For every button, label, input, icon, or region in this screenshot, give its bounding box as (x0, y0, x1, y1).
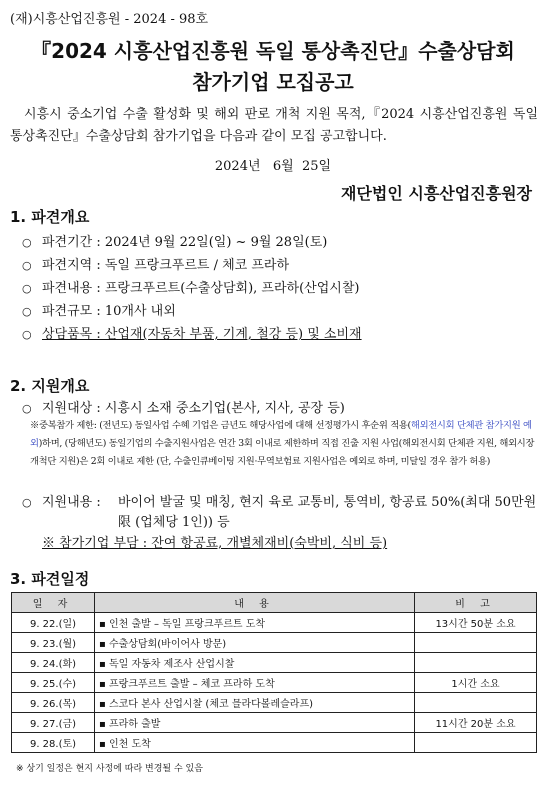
support-content: ○ 지원내용 : 바이어 발굴 및 매칭, 현지 육로 교통비, 통역비, 항공료 50%(최대 50만원 限 (업체당 1인)) 등 (22, 495, 537, 530)
document-number: (재)시흥산업진흥원 - 2024 - 98호 (10, 12, 209, 27)
circle-bullet-icon: ○ (22, 328, 32, 341)
schedule-footnote: ※ 상기 일정은 현지 사정에 따라 변경될 수 있음 (16, 764, 203, 774)
table-header-row (12, 593, 537, 613)
section2-heading: 2. 지원개요 (10, 377, 90, 395)
section3-heading: 3. 파견일정 (10, 570, 90, 588)
section1-item: ○ 파견지역 : 독일 프랑크푸르트 / 체코 프라하 (22, 258, 290, 273)
issuing-organization: 재단법인 시흥산업진흥원장 (340, 184, 532, 203)
exception-highlight: 해외전시회 단체관 참가지원 예외 (30, 420, 532, 449)
header-content: 내 용 (95, 593, 415, 613)
section1-item: ○ 상담품목 : 산업재(자동차 부품, 기계, 철강 등) 및 소비재 (22, 327, 362, 342)
table-row: 9. 25.(수) ▪ 프랑크푸르트 출발 – 체코 프라하 도착 1시간 소요 (12, 673, 537, 693)
table-row: 9. 27.(금) ▪ 프라하 출발 11시간 20분 소요 (12, 713, 537, 733)
circle-bullet-icon: ○ (22, 282, 32, 295)
circle-bullet-icon: ○ (22, 402, 32, 415)
duplicate-participation-note: ※중복참가 제한: (전년도) 동일사업 수혜 기업은 금년도 해당사업에 대해 선정평가시 후순위 적용(해외전시회 단체관 참가지원 예외)하며, (당해년도) 동일기업의 수출지원사업은 연간 3회 이내로 제한하며 직접 진출 지원 사업(해외전시회 단체관 지원, 해외시장개척단 지원)은 2회 이내로 제한 (단, 수출인큐베이팅 지원·무역보험료 지원사업은 예외로 하며, 미달일 경우 참가 허용) (30, 420, 535, 467)
table-row: 9. 23.(월) ▪ 수출상담회(바이어사 방문) (12, 633, 537, 653)
circle-bullet-icon: ○ (22, 236, 32, 249)
circle-bullet-icon: ○ (22, 496, 32, 509)
participant-burden-note: ※ 참가기업 부담 : 잔여 항공료, 개별체재비(숙박비, 식비 등) (42, 536, 388, 551)
table-row: 9. 26.(목) ▪ 스코다 본사 산업시찰 (체코 믈라다볼레슬라프) (12, 693, 537, 713)
support-target: ○ 지원대상 : 시흥시 소재 중소기업(본사, 지사, 공장 등) (22, 401, 345, 416)
announcement-date: 2024년 6월 25일 (214, 159, 332, 174)
title-line-2: 참가기업 모집공고 (192, 70, 354, 94)
table-row: 9. 22.(일) ▪ 인천 출발 – 독일 프랑크푸르트 도착 13시간 50분 소요 (12, 613, 537, 633)
table-row: 9. 28.(토) ▪ 인천 도착 (12, 733, 537, 753)
circle-bullet-icon: ○ (22, 259, 32, 272)
section1-item: ○ 파견내용 : 프랑크푸르트(수출상담회), 프라하(산업시찰) (22, 281, 360, 296)
section1-item: ○ 파견기간 : 2024년 9월 22일(일) ~ 9월 28일(토) (22, 235, 328, 250)
schedule-table (11, 592, 537, 753)
header-date: 일 자 (12, 593, 95, 613)
table-row: 9. 24.(화) ▪ 독일 자동차 제조사 산업시찰 (12, 653, 537, 673)
section1-heading: 1. 파견개요 (10, 208, 90, 226)
section1-item: ○ 파견규모 : 10개사 내외 (22, 304, 176, 319)
circle-bullet-icon: ○ (22, 305, 32, 318)
header-note: 비 고 (415, 593, 537, 613)
title-line-1: 『2024 시흥산업진흥원 독일 통상촉진단』수출상담회 (31, 39, 515, 63)
intro-paragraph: 시흥시 중소기업 수출 활성화 및 해외 판로 개척 지원 목적,『2024 시흥산업진흥원 독일 통상촉진단』수출상담회 참가기업을 다음과 같이 모집 공고합니다. (10, 107, 538, 144)
